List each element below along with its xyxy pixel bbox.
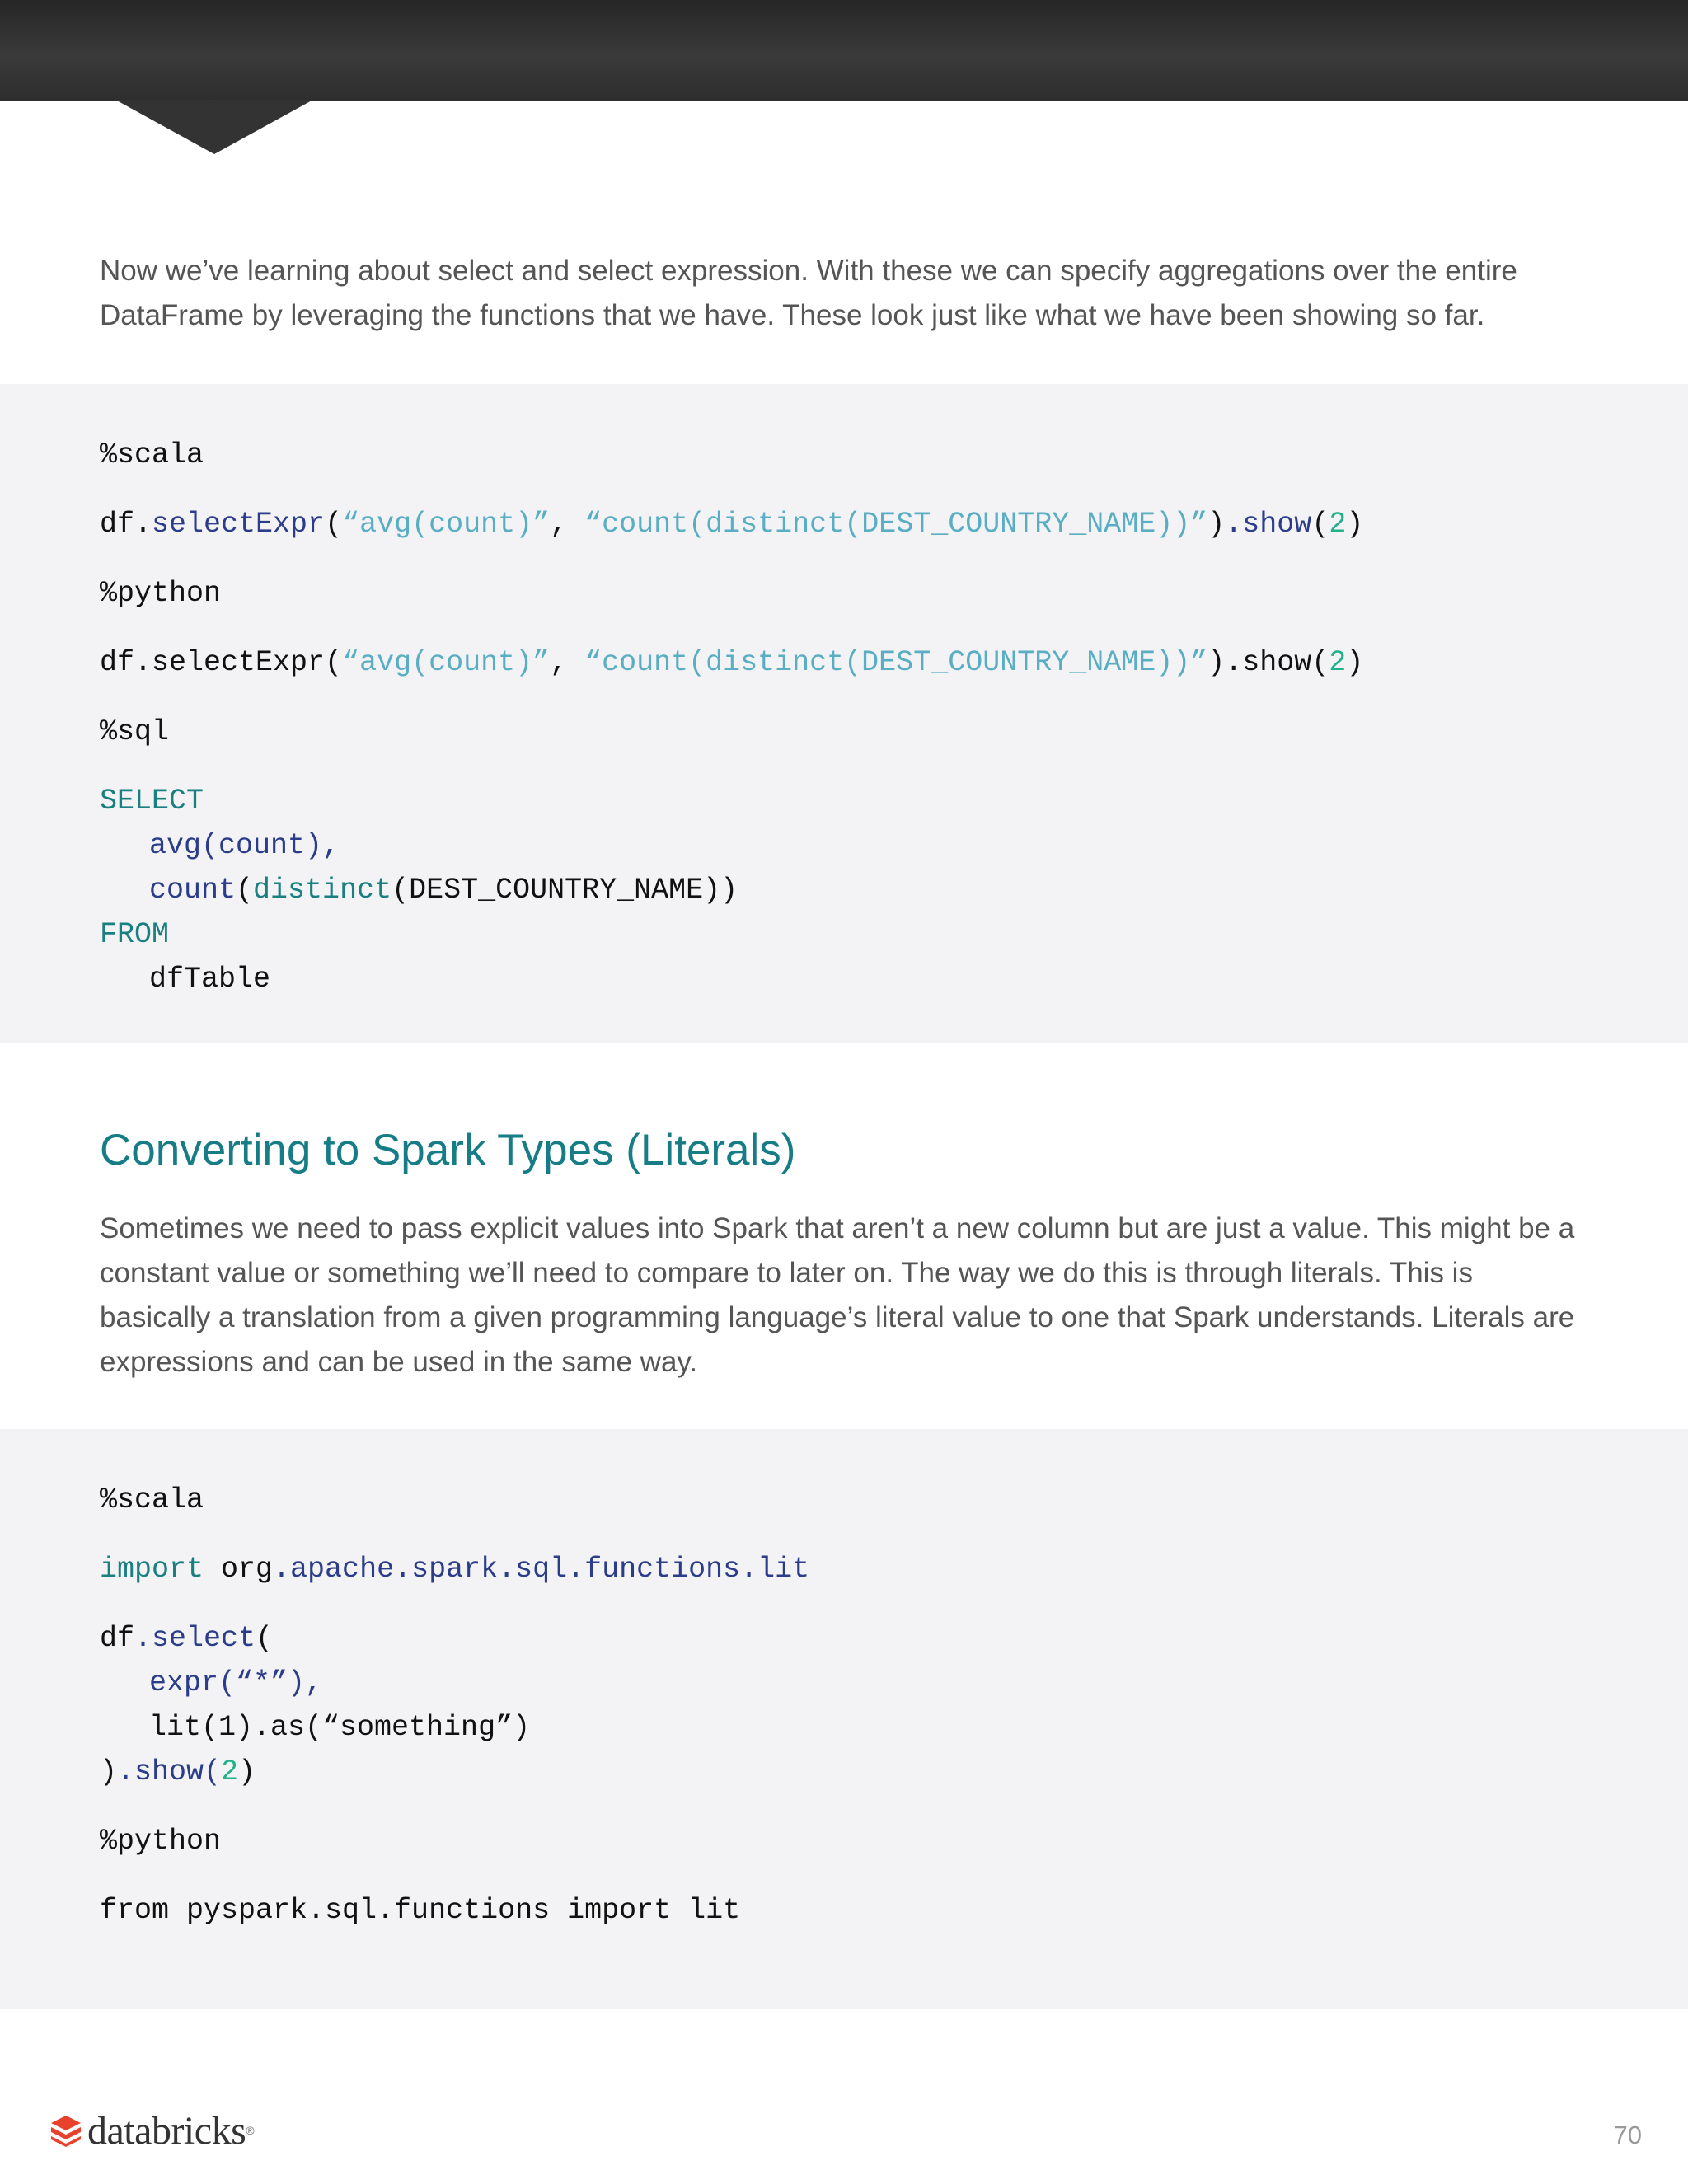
code-token-string: “avg(count)”	[342, 646, 551, 679]
code-sql-select: SELECT	[100, 785, 204, 818]
code-token-fn: count	[149, 874, 237, 907]
code-token: lit(1).as(“something”)	[149, 1711, 531, 1744]
code-token-keyword: distinct	[253, 874, 392, 907]
code-token: (	[325, 508, 343, 541]
code-line-df-select	[100, 1618, 273, 1659]
databricks-logo	[49, 2106, 255, 2155]
code-token: (	[1311, 508, 1329, 541]
code-token-fn: .select	[134, 1622, 256, 1655]
code-token: df.	[100, 508, 152, 541]
code-token-number: 2	[1329, 646, 1347, 679]
code-token-string: “count(distinct(DEST_COUNTRY_NAME))”	[584, 508, 1208, 541]
code-sql-count	[100, 869, 738, 911]
code-token: (	[256, 1622, 274, 1655]
code-label-python: %python	[100, 577, 222, 610]
code-block-literals	[0, 1429, 1688, 2009]
code-token: df.selectExpr	[100, 646, 326, 679]
code-token: )	[238, 1755, 256, 1788]
code-token-number: 2	[1329, 508, 1347, 541]
code-token: org	[204, 1553, 274, 1586]
code-token-fn: expr(“*”),	[149, 1666, 323, 1699]
code-token: )	[1346, 646, 1364, 679]
code-token: dfTable	[149, 963, 271, 996]
code-token: )	[1207, 646, 1226, 679]
code-token: ,	[550, 508, 585, 541]
page-number: 70	[1613, 2121, 1642, 2149]
code-token: df	[100, 1622, 135, 1655]
logo-wordmark: databricks	[87, 2108, 246, 2153]
code-token-fn: .show	[1225, 508, 1312, 541]
section-heading: Converting to Spark Types (Literals)	[100, 1126, 796, 1174]
code-token-number: 2	[221, 1755, 239, 1788]
code-token-keyword: import	[100, 1553, 204, 1586]
code-line-python-selectexpr	[100, 642, 1363, 683]
code-label-scala: %scala	[100, 438, 204, 471]
code-line-scala-selectexpr	[100, 504, 1363, 545]
code-label-sql: %sql	[100, 715, 170, 748]
code-token: )	[100, 1755, 118, 1788]
code-token: )	[1346, 508, 1364, 541]
code-token-fn: avg(count),	[149, 829, 340, 862]
intro-paragraph: Now we’ve learning about select and select expression. With these we can specify aggregations over the entire DataFrame by leveraging the functions that we have. These look just like what we have been showing so far.	[100, 255, 1517, 331]
section-paragraph: Sometimes we need to pass explicit values into Spark that aren’t a new column but are just a value. This might be a constant value or something we’ll need to compare to later on. The way we do this is through literals. This is basically a translation from a given programming language’s literal value to one that Spark understands. Literals are expressions and can be used in the same way.	[100, 1212, 1575, 1378]
code-sql-table	[100, 958, 270, 1000]
code-token: .show(	[1225, 646, 1329, 679]
code-token-fn: .show(	[117, 1755, 222, 1788]
code-line-expr	[100, 1662, 322, 1704]
trademark-symbol: ®	[246, 2124, 255, 2137]
databricks-logo-icon	[49, 2114, 82, 2147]
code-line-python-import: from pyspark.sql.functions import lit	[100, 1894, 741, 1927]
top-banner	[0, 0, 1688, 101]
code-token: (	[236, 874, 254, 907]
code-token-fn: selectExpr	[152, 508, 326, 541]
code-line-show	[100, 1751, 256, 1793]
code-token-fn: .apache.spark.sql.functions.lit	[273, 1553, 810, 1586]
code-line-lit	[100, 1707, 530, 1748]
code-sql-avg	[100, 825, 340, 866]
code-token: (DEST_COUNTRY_NAME))	[392, 874, 738, 907]
banner-notch	[115, 100, 313, 154]
code-token: (	[325, 646, 343, 679]
code-token-string: “avg(count)”	[342, 508, 551, 541]
code-block-select-expr	[0, 384, 1688, 1043]
code-label-python: %python	[100, 1825, 222, 1858]
code-label-scala: %scala	[100, 1483, 204, 1516]
code-token: )	[1207, 508, 1226, 541]
code-token: ,	[550, 646, 585, 679]
code-sql-from: FROM	[100, 918, 170, 951]
code-line-import	[100, 1549, 809, 1590]
code-token-string: “count(distinct(DEST_COUNTRY_NAME))”	[584, 646, 1208, 679]
